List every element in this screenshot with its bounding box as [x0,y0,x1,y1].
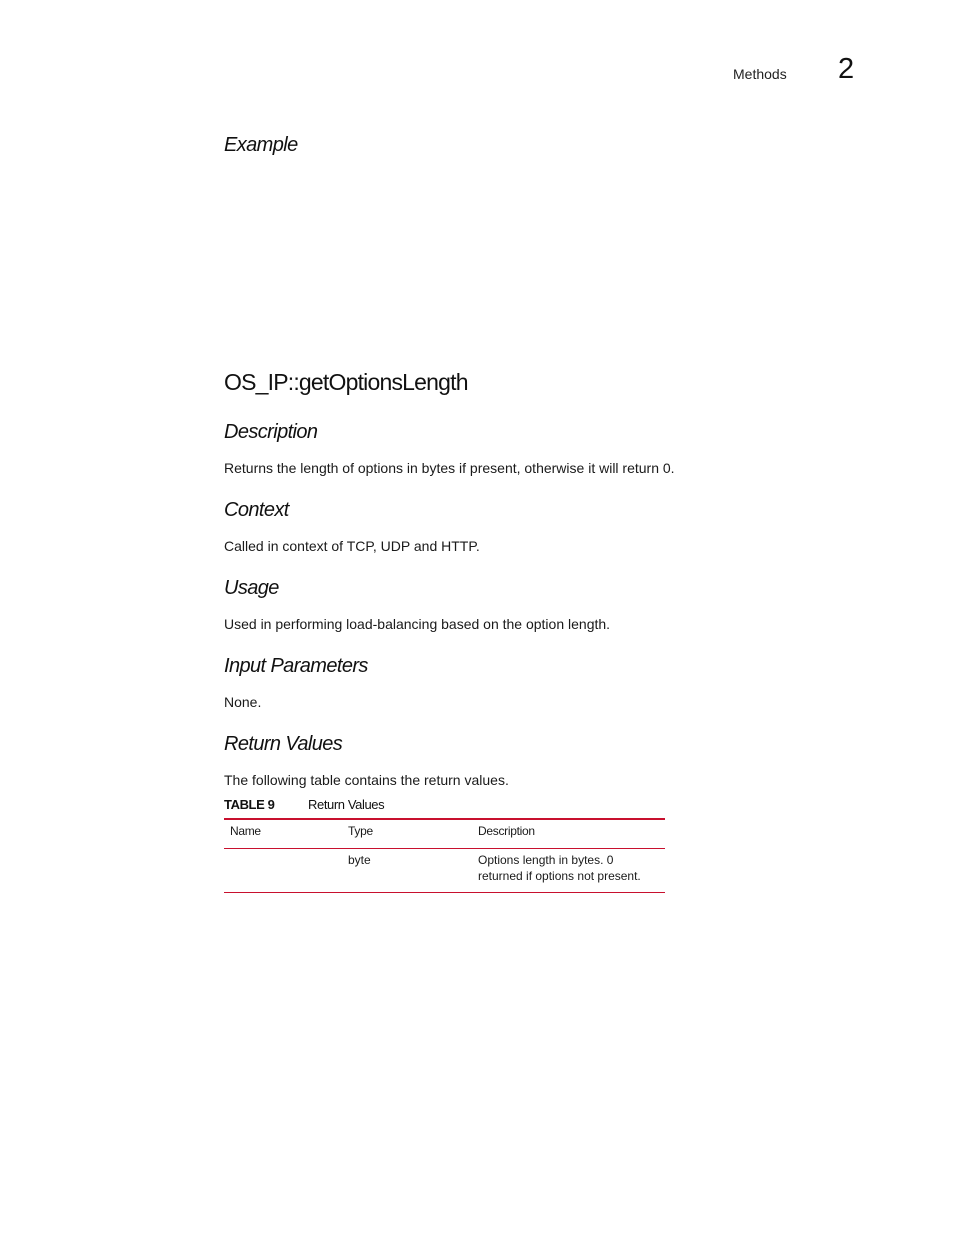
method-title: OS_IP::getOptionsLength [224,369,468,395]
return-values-text: The following table contains the return values. [224,772,509,788]
cell-description: Options length in bytes. 0 returned if options not present. [472,849,665,893]
column-header-description: Description [472,819,665,849]
table-row [224,849,665,893]
description-heading: Description [224,421,318,443]
usage-heading: Usage [224,577,279,599]
context-heading: Context [224,499,289,521]
return-values-heading: Return Values [224,733,343,755]
header-section-label: Methods [733,66,787,82]
return-values-table [224,818,665,893]
input-parameters-heading: Input Parameters [224,655,368,677]
table-caption-label: TABLE 9 [224,797,275,812]
context-text: Called in context of TCP, UDP and HTTP. [224,538,480,554]
chapter-number: 2 [838,53,855,85]
table-caption-title: Return Values [308,797,385,812]
usage-text: Used in performing load-balancing based on the option length. [224,616,611,632]
input-parameters-text: None. [224,694,262,710]
example-heading: Example [224,134,298,156]
column-header-name: Name [224,819,342,849]
table-header-row [224,819,665,849]
table-caption [224,797,385,812]
description-text: Returns the length of options in bytes if present, otherwise it will return 0. [224,460,675,476]
cell-type: byte [342,849,472,893]
column-header-type: Type [342,819,472,849]
cell-name [224,849,342,893]
